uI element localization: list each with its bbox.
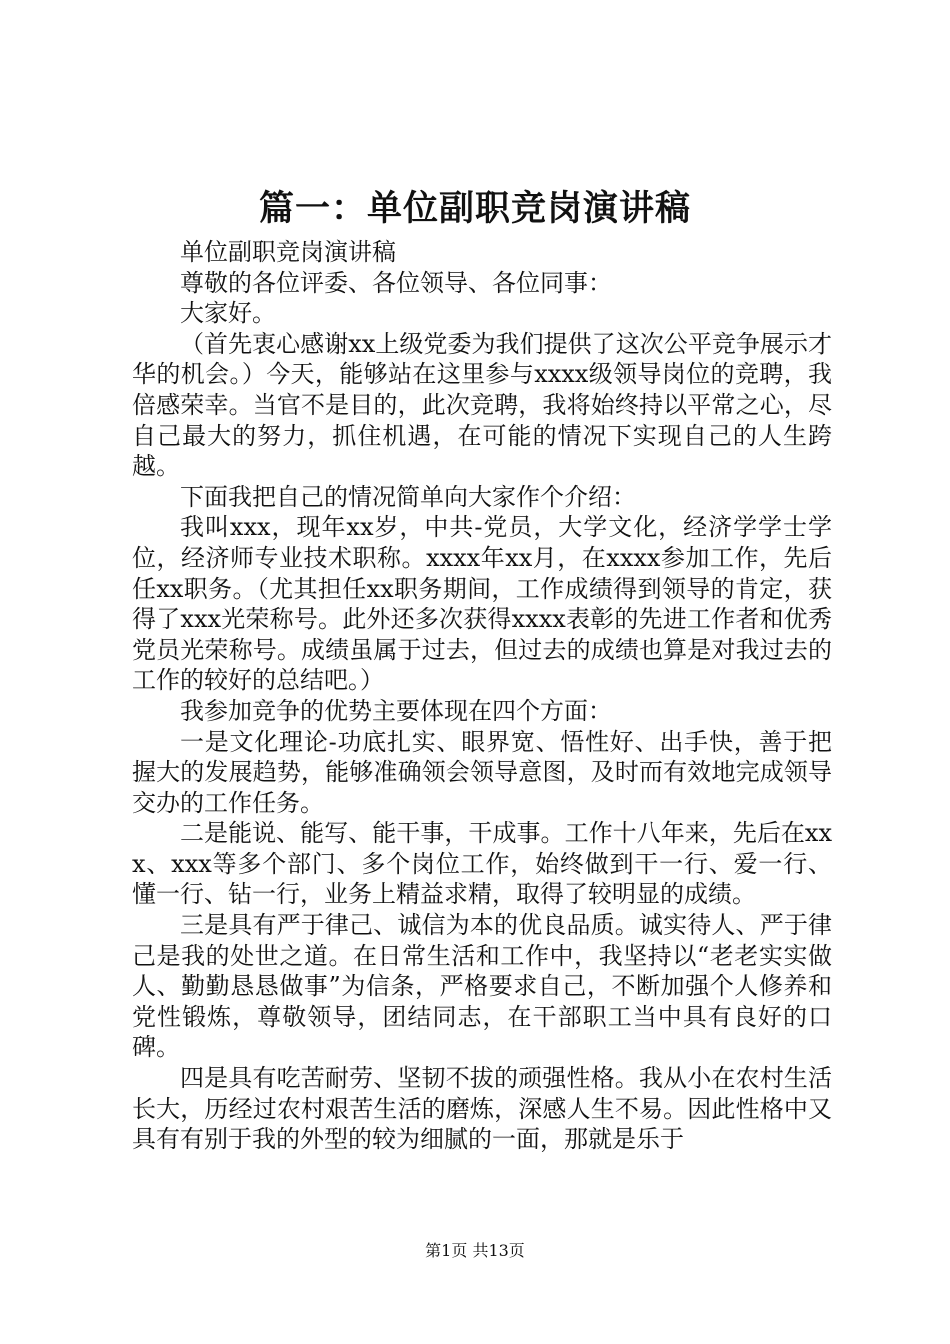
- paragraph-opening: （首先衷心感谢xx上级党委为我们提供了这次公平竞争展示才华的机会。）今天，能够站在这里参与xxxx级领导岗位的竞聘，我倍感荣幸。当官不是目的，此次竞聘，我将始终持以平常之心，尽自己最大的努力，抓住机遇，在可能的情况下实现自己的人生跨越。: [132, 329, 832, 481]
- page-number-footer: 第1页 共13页: [425, 1241, 525, 1260]
- paragraph-subtitle: 单位副职竞岗演讲稿: [180, 238, 396, 266]
- paragraph-self-intro: 我叫xxx，现年xx岁，中共-党员，大学文化，经济学学士学位，经济师专业技术职称。xxxx年xx月，在xxxx参加工作，先后任xx职务。（尤其担任xx职务期间，工作成绩得到领导的肯定，获得了xxx光荣称号。此外还多次获得xxxx表彰的先进工作者和优秀党员光荣称号。成绩虽属于过去，但过去的成绩也算是对我过去的工作的较好的总结吧。）: [132, 513, 832, 695]
- paragraph-advantage-3: 三是具有严于律己、诚信为本的优良品质。诚实待人、严于律己是我的处世之道。在日常生活和工作中，我坚持以“老老实实做人、勤勤恳恳做事”为信条，严格要求自己，不断加强个人修养和党性锻炼，尊敬领导，团结同志，在干部职工当中具有良好的口碑。: [132, 911, 832, 1062]
- paragraph-intro-lead: 下面我把自己的情况简单向大家作个介绍：: [180, 482, 636, 511]
- paragraph-advantage-2: 二是能说、能写、能干事，干成事。工作十八年来，先后在xxx、xxx等多个部门、多个岗位工作，始终做到干一行、爱一行、懂一行、钻一行，业务上精益求精，取得了较明显的成绩。: [132, 819, 832, 909]
- paragraph-advantage-1: 一是文化理论-功底扎实、眼界宽、悟性好、出手快，善于把握大的发展趋势，能够准确领会领导意图，及时而有效地完成领导交办的工作任务。: [132, 727, 832, 817]
- document-body: [132, 237, 832, 1155]
- paragraph-advantage-4: 四是具有吃苦耐劳、坚韧不拔的顽强性格。我从小在农村生活长大，历经过农村艰苦生活的磨炼，深感人生不易。因此性格中又具有有别于我的外型的较为细腻的一面，那就是乐于: [132, 1064, 832, 1154]
- document-title: 篇一：单位副职竞岗演讲稿: [258, 188, 691, 229]
- paragraph-greeting: 大家好。: [180, 299, 276, 328]
- paragraph-salutation: 尊敬的各位评委、各位领导、各位同事：: [180, 268, 612, 297]
- paragraph-advantages-lead: 我参加竞争的优势主要体现在四个方面：: [180, 696, 612, 725]
